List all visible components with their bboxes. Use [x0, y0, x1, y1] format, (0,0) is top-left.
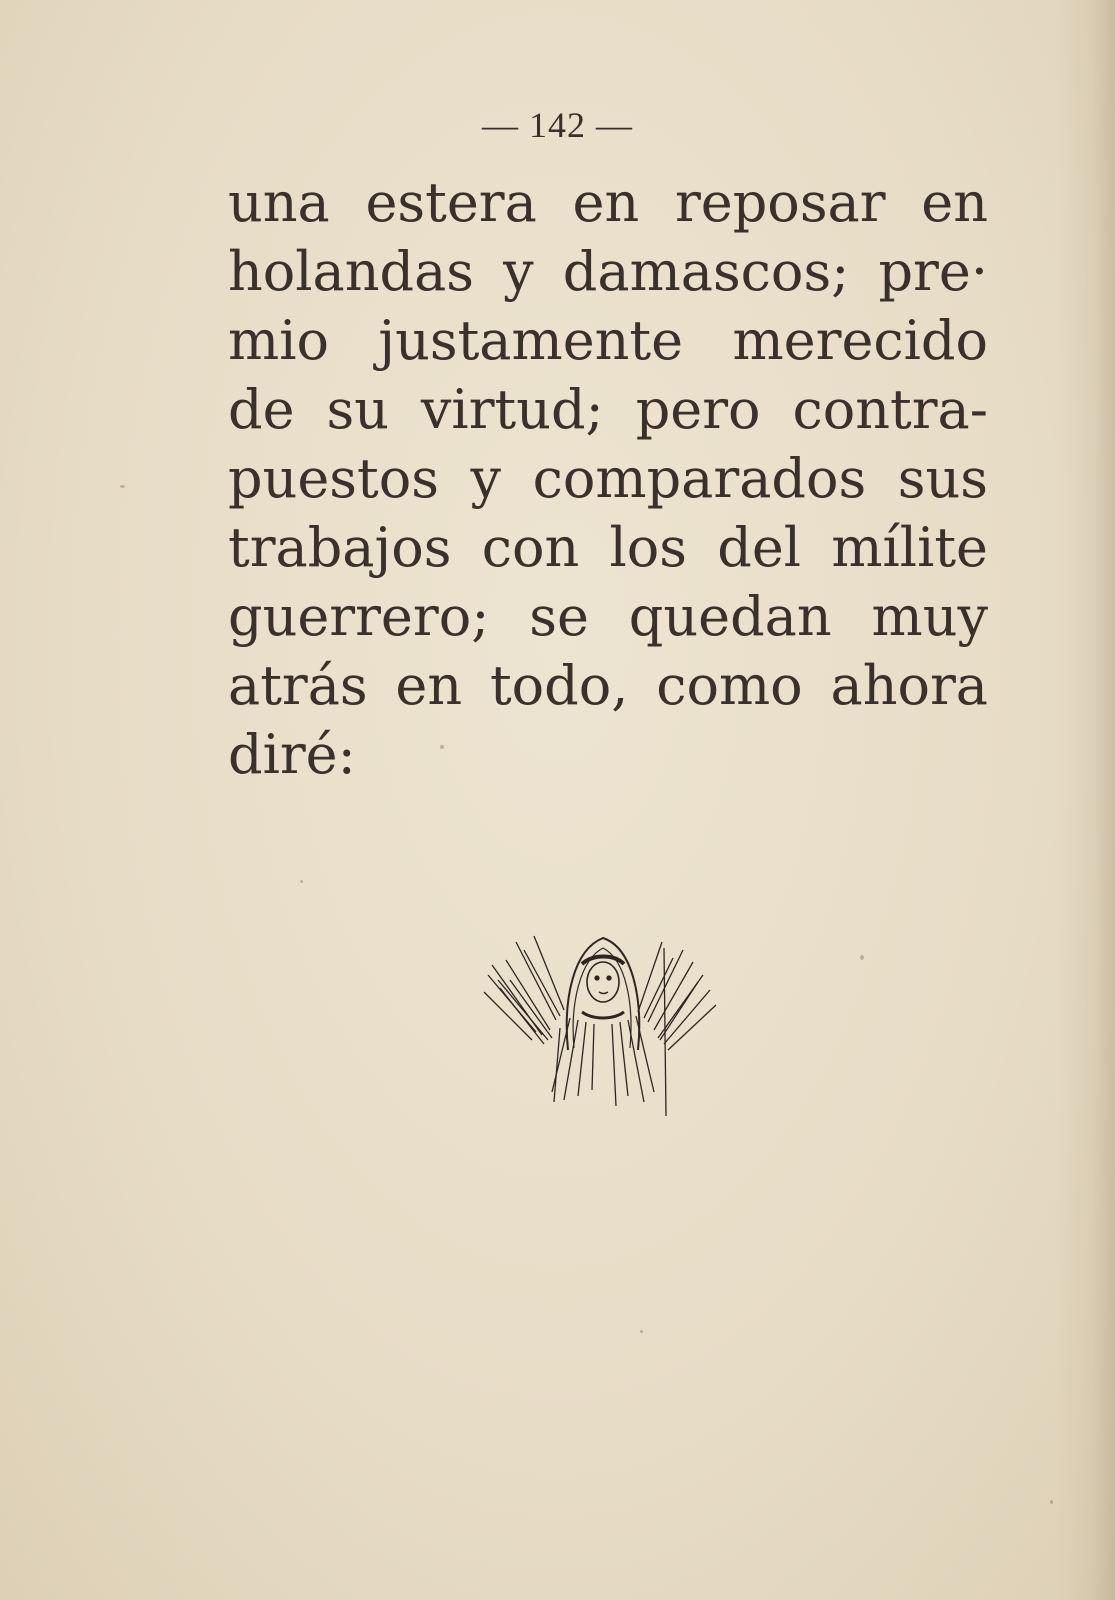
page-edge-shadow [1055, 0, 1115, 1600]
page-number: — 142 — [482, 105, 633, 145]
text-line: puestos y comparados sus [228, 447, 988, 510]
text-line: de su virtud; pero contra- [228, 378, 988, 441]
text-line: holandas y damascos; pre· [228, 240, 988, 303]
paper-speck [120, 485, 125, 488]
veiled-woman-vignette-icon [478, 920, 728, 1130]
text-line: trabajos con los del mílite [228, 516, 988, 579]
paper-speck [1050, 1500, 1053, 1504]
text-line: mio justamente merecido [228, 309, 988, 372]
text-line: guerrero; se quedan muy [228, 585, 988, 648]
paper-speck [640, 1330, 643, 1333]
paper-speck [300, 880, 303, 883]
text-line: una estera en reposar en [228, 171, 988, 234]
paper-speck [860, 955, 864, 960]
body-text [228, 168, 988, 789]
text-line: atrás en todo, como ahora [228, 654, 988, 717]
text-line: diré: [228, 723, 356, 786]
